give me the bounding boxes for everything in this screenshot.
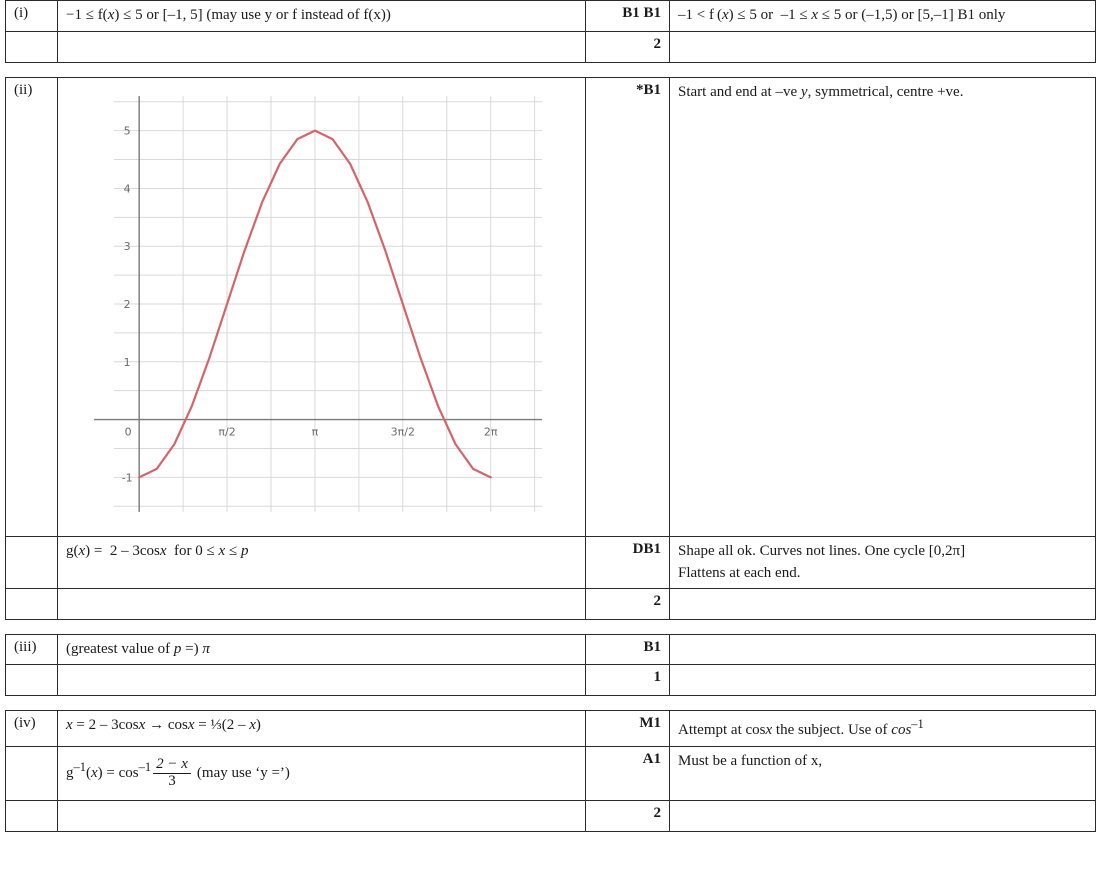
row-label — [6, 800, 58, 831]
table-row — [6, 77, 1096, 536]
graph-cell — [58, 77, 586, 536]
graph-svg — [70, 82, 550, 532]
svg-text:π: π — [311, 425, 319, 439]
section-separator — [6, 831, 1096, 846]
row-note — [670, 635, 1096, 665]
row-note — [670, 589, 1096, 620]
grid-lines — [114, 96, 542, 512]
row-label: (iv) — [6, 711, 58, 747]
row-working — [58, 800, 586, 831]
row-label: (iii) — [6, 635, 58, 665]
table-row — [6, 800, 1096, 831]
row-working: x = 2 – 3cosx → cosx = ⅓(2 – x) — [58, 711, 586, 747]
svg-text:3π/2: 3π/2 — [390, 425, 415, 439]
row-working: −1 ≤ f(x) ≤ 5 or [–1, 5] (may use y or f instead of f(x)) — [58, 1, 586, 32]
row-mark: DB1 — [586, 536, 670, 589]
row-label — [6, 536, 58, 589]
row-note: –1 < f (x) ≤ 5 or –1 ≤ x ≤ 5 or (–1,5) or [5,–1] B1 only — [670, 1, 1096, 32]
table-row — [6, 536, 1096, 589]
fraction-numerator: 2 − x — [156, 756, 188, 772]
row-working: g(x) = 2 – 3cosx for 0 ≤ x ≤ p — [58, 536, 586, 589]
table-row — [6, 589, 1096, 620]
row-mark: B1 B1 — [586, 1, 670, 32]
table-row — [6, 31, 1096, 62]
svg-text:2π: 2π — [483, 425, 498, 439]
row-label: (ii) — [6, 77, 58, 536]
row-mark: M1 — [586, 711, 670, 747]
cosine-graph — [70, 82, 550, 532]
row-note — [670, 31, 1096, 62]
svg-text:-1: -1 — [121, 471, 133, 485]
row-working — [58, 589, 586, 620]
fraction — [153, 757, 191, 790]
mark-scheme-table — [5, 0, 1096, 846]
table-row — [6, 635, 1096, 665]
svg-text:5: 5 — [123, 124, 131, 138]
section-separator — [6, 620, 1096, 635]
row-mark: A1 — [586, 747, 670, 801]
row-note: Must be a function of x, — [670, 747, 1096, 801]
table-row — [6, 711, 1096, 747]
row-note — [670, 800, 1096, 831]
section-separator — [6, 62, 1096, 77]
row-working — [58, 31, 586, 62]
row-mark: *B1 — [586, 77, 670, 536]
svg-text:4: 4 — [123, 182, 131, 196]
table-row — [6, 665, 1096, 696]
inverse-suffix: (may use ‘y =’) — [196, 764, 290, 781]
row-note: Attempt at cosx the subject. Use of $\cos^{-1}$ — [670, 711, 1096, 747]
row-note: Shape all ok. Curves not lines. One cycle [0,2π] Flattens at each end. — [670, 536, 1096, 589]
fraction-denominator: 3 — [153, 773, 191, 790]
row-label: (i) — [6, 1, 58, 32]
section-separator — [6, 696, 1096, 711]
row-mark-total: 1 — [586, 665, 670, 696]
svg-text:0: 0 — [124, 425, 132, 439]
row-label — [6, 747, 58, 801]
row-note: Start and end at –ve y, symmetrical, centre +ve. — [670, 77, 1096, 536]
row-mark-total: 2 — [586, 31, 670, 62]
row-mark-total: 2 — [586, 589, 670, 620]
row-working — [58, 665, 586, 696]
row-note — [670, 665, 1096, 696]
row-mark-total: 2 — [586, 800, 670, 831]
table-row — [6, 747, 1096, 801]
inverse-prefix: $g^{-1}(x) = \cos^{-1}$ — [66, 759, 152, 781]
row-label — [6, 589, 58, 620]
table-row — [6, 1, 1096, 32]
row-label — [6, 665, 58, 696]
svg-text:3: 3 — [123, 239, 131, 253]
row-working: (greatest value of p =) π — [58, 635, 586, 665]
row-working-inverse — [58, 747, 586, 801]
svg-text:2: 2 — [123, 297, 131, 311]
svg-text:π/2: π/2 — [218, 425, 236, 439]
svg-text:1: 1 — [123, 355, 131, 369]
row-label — [6, 31, 58, 62]
row-mark: B1 — [586, 635, 670, 665]
